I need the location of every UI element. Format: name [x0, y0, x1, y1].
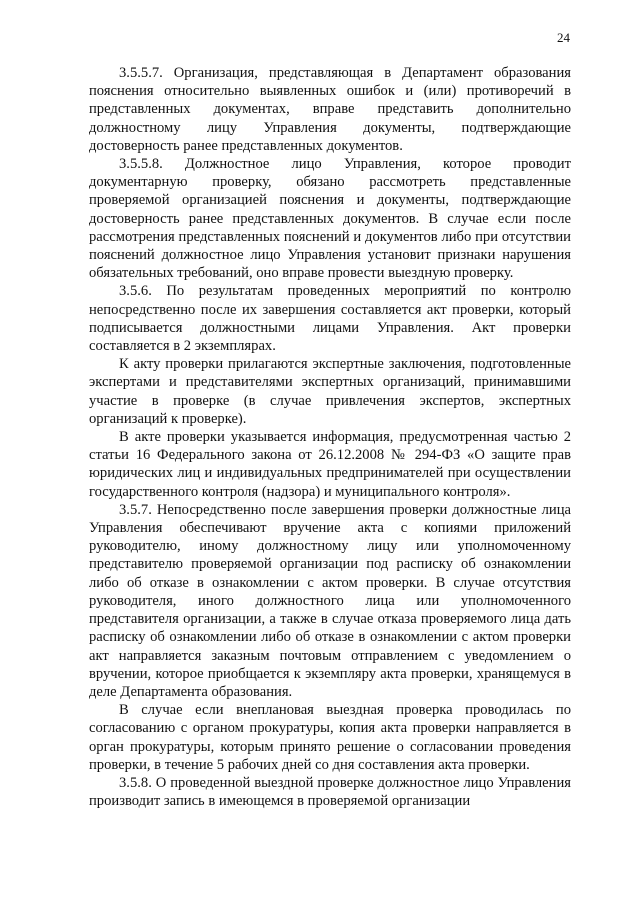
page-number: 24 — [557, 30, 570, 45]
paragraph-act-information: В акте проверки указывается информация, предусмотренная частью 2 статьи 16 Федерального закона от 26.12.2008 № 294-ФЗ «О защите прав юридических лиц и индивидуальных предпринимателей при осуществлении государственного контроля (надзора) и муниципального контроля». — [89, 429, 571, 500]
paragraph-expert-conclusions: К акту проверки прилагаются экспертные заключения, подготовленные экспертами и представителями экспертных организаций, принимавшими участие в проверке (в случае привлечения экспертов, экспертных организаций к проверке). — [89, 356, 571, 427]
paragraph-prosecutor-copy: В случае если внеплановая выездная проверка проводилась по согласованию с органом прокуратуры, копия акта проверки направляется в орган прокуратуры, которым принято решение о согласовании проведения проверки, в течение 5 рабочих дней со дня составления акта проверки. — [89, 702, 571, 773]
document-body — [89, 64, 571, 810]
paragraph-3-5-6: 3.5.6. По результатам проведенных мероприятий по контролю непосредственно после их завершения составляется акт проверки, который подписывается должностными лицами Управления. Акт проверки составляется в 2 экземплярах. — [89, 283, 571, 355]
paragraph-3-5-7: 3.5.7. Непосредственно после завершения проверки должностные лица Управления обеспечивают вручение акта с копиями приложений руководителю, иному должностному лицу или уполномоченному представителю проверяемой организации под расписку об ознакомлении либо об отказе в ознакомлении с актом проверки. В случае отсутствия руководителя, иного должностного лица или уполномоченного представителя организации, а также в случае отказа проверяемого лица дать расписку об ознакомлении либо об отказе в ознакомлении с актом проверки акт направляется заказным почтовым отправлением с уведомлением о вручении, которое приобщается к экземпляру акта проверки, хранящемуся в деле Департамента образования. — [89, 501, 571, 700]
paragraph-3-5-8: 3.5.8. О проведенной выездной проверке должностное лицо Управления производит запись в имеющемся в проверяемой организации — [89, 774, 571, 810]
paragraph-3-5-5-8: 3.5.5.8. Должностное лицо Управления, которое проводит документарную проверку, обязано рассмотреть представленные проверяемой организацией пояснения и документы, подтверждающие достоверность ранее представленных документов. В случае если после рассмотрения представленных пояснений и документов либо при отсутствии пояснений должностное лицо Управления установит признаки нарушения обязательных требований, оно вправе провести выездную проверку. — [89, 156, 571, 282]
paragraph-3-5-5-7: 3.5.5.7. Организация, представляющая в Департамент образования пояснения относительно выявленных ошибок и (или) противоречий в представленных документах, вправе представить дополнительно должностному лицу Управления документы, подтверждающие достоверность ранее представленных документов. — [89, 65, 571, 154]
